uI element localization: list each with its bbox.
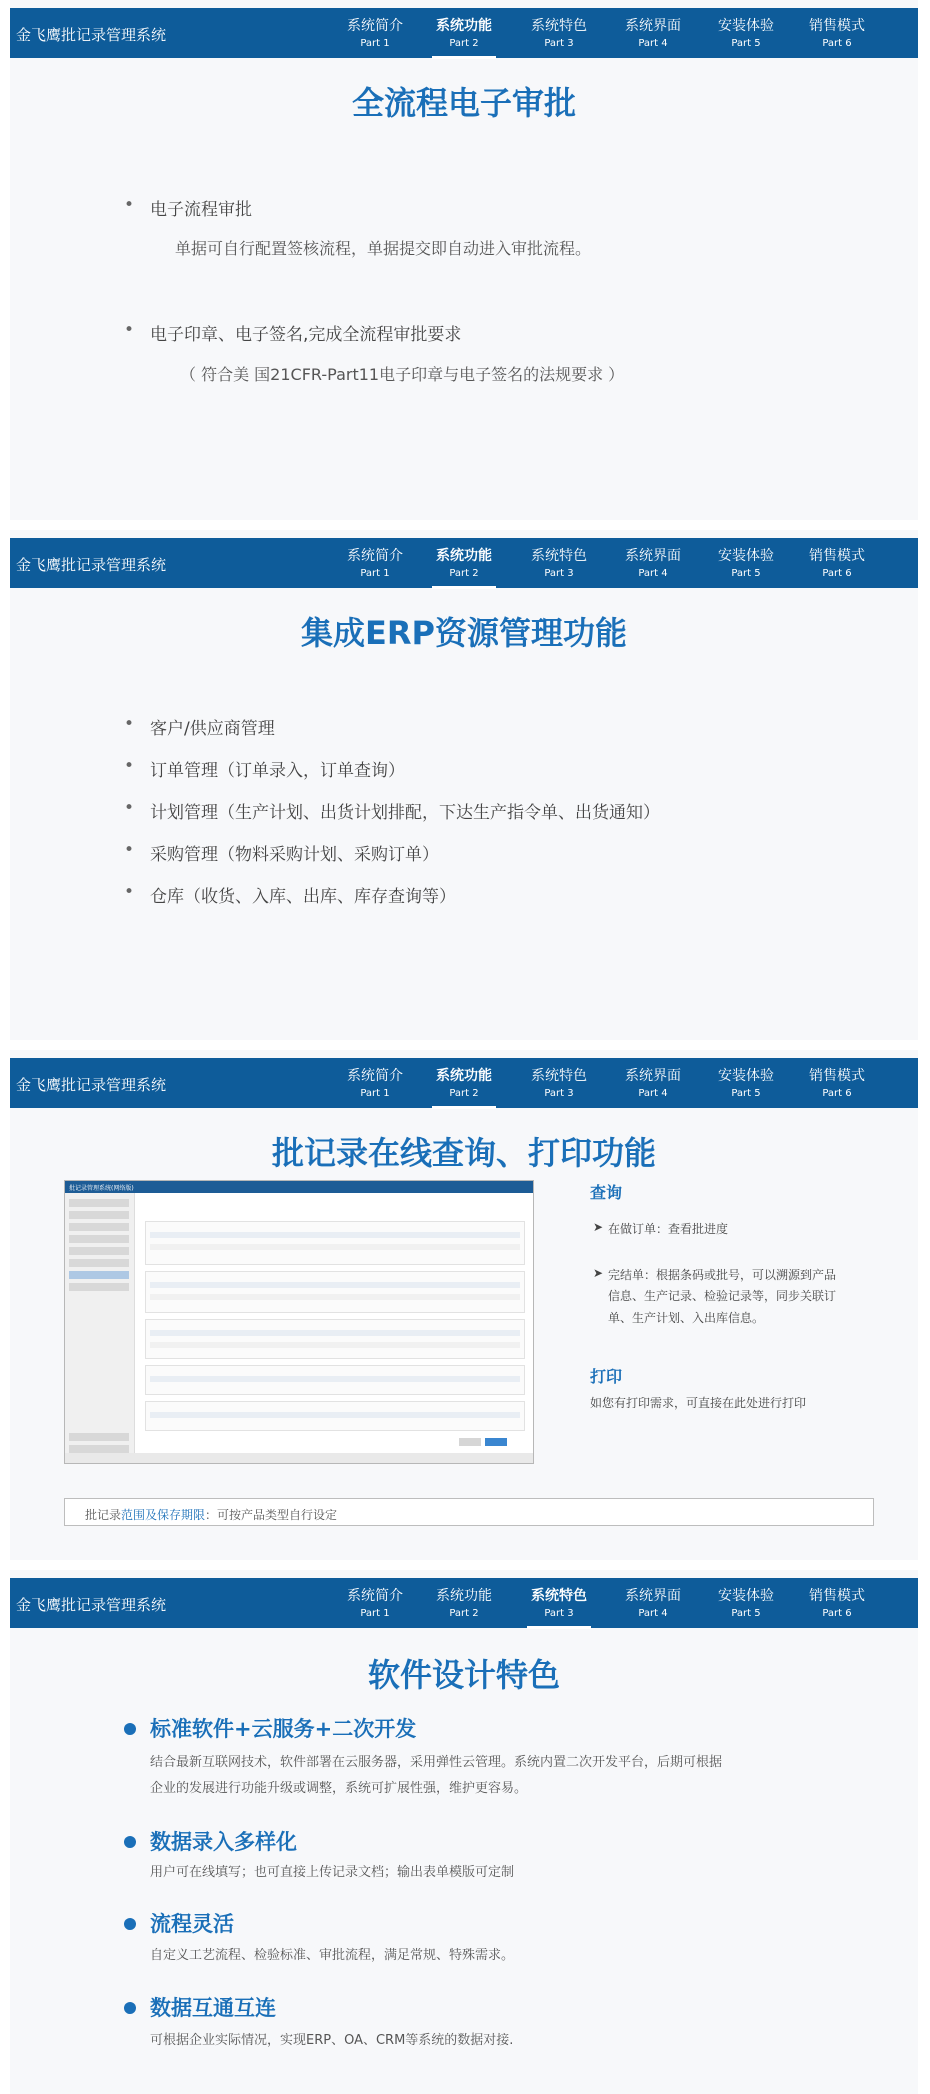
bullet-detail: （ 符合美 国21CFR-Part11电子印章与电子签名的法规要求 ） (180, 365, 625, 384)
note-box (64, 1498, 874, 1526)
bullet-dot-icon (124, 1723, 136, 1735)
nav-item-features[interactable]: 系统特色 Part 3 (524, 1588, 594, 1621)
screenshot-header: 批记录管理系统(网络版) (65, 1181, 534, 1193)
screenshot-menu-item (69, 1211, 129, 1219)
feature-heading: 数据录入多样化 (150, 1830, 297, 1854)
screenshot-menu-item (69, 1199, 129, 1207)
nav-item-functions[interactable]: 系统功能 Part 2 (429, 18, 499, 51)
bullet-item: • 客户/供应商管理 (150, 714, 870, 739)
bullet-detail: 单据可自行配置签核流程，单据提交即自动进入审批流程。 (175, 239, 592, 258)
nav-item-functions[interactable]: 系统功能 Part 2 (436, 1588, 492, 1619)
nav-item-intro[interactable]: 系统简介 Part 1 (347, 548, 403, 579)
slide-title: 软件设计特色 (367, 1656, 560, 1694)
screenshot-sidebar (65, 1193, 135, 1464)
screenshot-menu-item (69, 1259, 129, 1267)
brand-title: 金飞鹰批记录管理系统 (16, 556, 167, 574)
arrow-icon: ➤ (593, 1220, 604, 1234)
screenshot-panel (145, 1221, 525, 1265)
print-desc: 如您有打印需求，可直接在此处进行打印 (590, 1396, 807, 1410)
print-title: 打印 (590, 1367, 623, 1386)
nav-item-functions[interactable]: 系统功能 Part 2 (429, 1068, 499, 1101)
bullet-item: • 采购管理（物料采购计划、采购订单） (150, 840, 870, 865)
screenshot-menu-item (69, 1433, 129, 1441)
query-item-line: 单、生产计划、入出库信息。 (608, 1311, 765, 1325)
nav-item-sales[interactable]: 销售模式 Part 6 (809, 18, 865, 49)
nav-item-install[interactable]: 安装体验 Part 5 (718, 1588, 774, 1619)
note-text: 批记录范围及保存期限：可按产品类型自行设定 (85, 1508, 338, 1522)
slide-design-features (10, 1570, 918, 2094)
slide-title: 全流程电子审批 (351, 84, 576, 122)
screenshot-menu-item (69, 1271, 129, 1279)
nav-item-features[interactable]: 系统特色 Part 3 (531, 1068, 587, 1099)
feature-heading: 数据互通互连 (150, 1996, 276, 2020)
nav-item-intro[interactable]: 系统简介 Part 1 (347, 1068, 403, 1099)
slide-query-print: 金飞鹰批记录管理系统 系统简介 Part 1 系统功能 Part 2 系统特色 Part 3 系统界面 Part 4 安装体验 Part 5 销售模式 Part 6 批记录在线查询、打印功能 批记录管理系统(网络版) 查询 ➤ 在做订单：查看批进度 ➤ 完结单：根据条码或批号，可以溯源到产品 信息、生产记录、检验记录等，同步关联订 单、生产计划、入出库信息。 打印 如您有打印需求，可直接在此处进行打印 批记录范围及保存期限：可按产品类型自行设定 (10, 1050, 918, 1560)
nav-item-intro[interactable]: 系统简介 Part 1 (347, 1588, 403, 1619)
screenshot-menu-item (69, 1223, 129, 1231)
bullet-item: • 计划管理（生产计划、出货计划排配，下达生产指令单、出货通知） (150, 798, 870, 823)
nav-item-install[interactable]: 安装体验 Part 5 (718, 18, 774, 49)
feature-desc: 可根据企业实际情况，实现ERP、OA、CRM等系统的数据对接. (150, 2033, 514, 2048)
bullet-item: • 订单管理（订单录入，订单查询） (150, 756, 870, 781)
query-item-line: 信息、生产记录、检验记录等，同步关联订 (608, 1289, 837, 1303)
bullet-item: • 电子印章、电子签名,完成全流程审批要求 (150, 320, 870, 345)
screenshot-menu-item (69, 1235, 129, 1243)
slide-title: 批记录在线查询、打印功能 (271, 1134, 656, 1172)
screenshot-menu-item (69, 1283, 129, 1291)
nav-item-interface[interactable]: 系统界面 Part 4 (625, 18, 681, 49)
screenshot-panel (145, 1271, 525, 1313)
top-navbar (10, 1578, 918, 1628)
nav-item-sales[interactable]: 销售模式 Part 6 (809, 548, 865, 579)
slide-title: 集成ERP资源管理功能 (301, 614, 627, 652)
nav-item-interface[interactable]: 系统界面 Part 4 (625, 1588, 681, 1619)
screenshot-menu-item (69, 1247, 129, 1255)
nav-item-interface[interactable]: 系统界面 Part 4 (625, 548, 681, 579)
top-navbar (10, 1058, 918, 1108)
brand-title: 金飞鹰批记录管理系统 (16, 26, 167, 44)
bullet-item: • 仓库（收货、入库、出库、库存查询等） (150, 882, 870, 907)
query-title: 查询 (590, 1183, 623, 1202)
feature-desc: 自定义工艺流程、检验标准、审批流程，满足常规、特殊需求。 (150, 1948, 515, 1963)
feature-heading: 流程灵活 (150, 1912, 234, 1936)
nav-item-sales[interactable]: 销售模式 Part 6 (809, 1068, 865, 1099)
bullet-dot-icon (124, 1918, 136, 1930)
slide-approval (10, 0, 918, 520)
bullet-item: • 电子流程审批 (150, 195, 870, 220)
slide-erp (10, 530, 918, 1040)
nav-item-install[interactable]: 安装体验 Part 5 (718, 1068, 774, 1099)
screenshot-print-button (485, 1438, 507, 1446)
feature-desc: 结合最新互联网技术，软件部署在云服务器，采用弹性云管理。系统内置二次开发平台，后期可根据 (150, 1755, 723, 1770)
screenshot-panel (145, 1365, 525, 1395)
nav-item-features[interactable]: 系统特色 Part 3 (531, 548, 587, 579)
brand-title: 金飞鹰批记录管理系统 (16, 1596, 167, 1614)
screenshot-menu-item (69, 1445, 129, 1453)
brand-title: 金飞鹰批记录管理系统 (16, 1076, 167, 1094)
feature-desc: 用户可在线填写；也可直接上传记录文档；输出表单模版可定制 (150, 1865, 515, 1880)
top-navbar (10, 8, 918, 58)
arrow-icon: ➤ (593, 1266, 604, 1280)
bullet-dot-icon (124, 1836, 136, 1848)
bullet-dot-icon (124, 2002, 136, 2014)
system-screenshot (64, 1180, 534, 1464)
feature-desc: 企业的发展进行功能升级或调整，系统可扩展性强，维护更容易。 (150, 1781, 528, 1796)
nav-item-intro[interactable]: 系统简介 Part 1 (347, 18, 403, 49)
nav-item-install[interactable]: 安装体验 Part 5 (718, 548, 774, 579)
screenshot-close-button (459, 1438, 481, 1446)
screenshot-panel (145, 1319, 525, 1359)
nav-item-interface[interactable]: 系统界面 Part 4 (625, 1068, 681, 1099)
nav-item-functions[interactable]: 系统功能 Part 2 (429, 548, 499, 581)
nav-item-features[interactable]: 系统特色 Part 3 (531, 18, 587, 49)
screenshot-panel (145, 1401, 525, 1431)
feature-heading: 标准软件+云服务+二次开发 (150, 1717, 417, 1741)
top-navbar (10, 538, 918, 588)
screenshot-footer (65, 1453, 534, 1463)
nav-item-sales[interactable]: 销售模式 Part 6 (809, 1588, 865, 1619)
